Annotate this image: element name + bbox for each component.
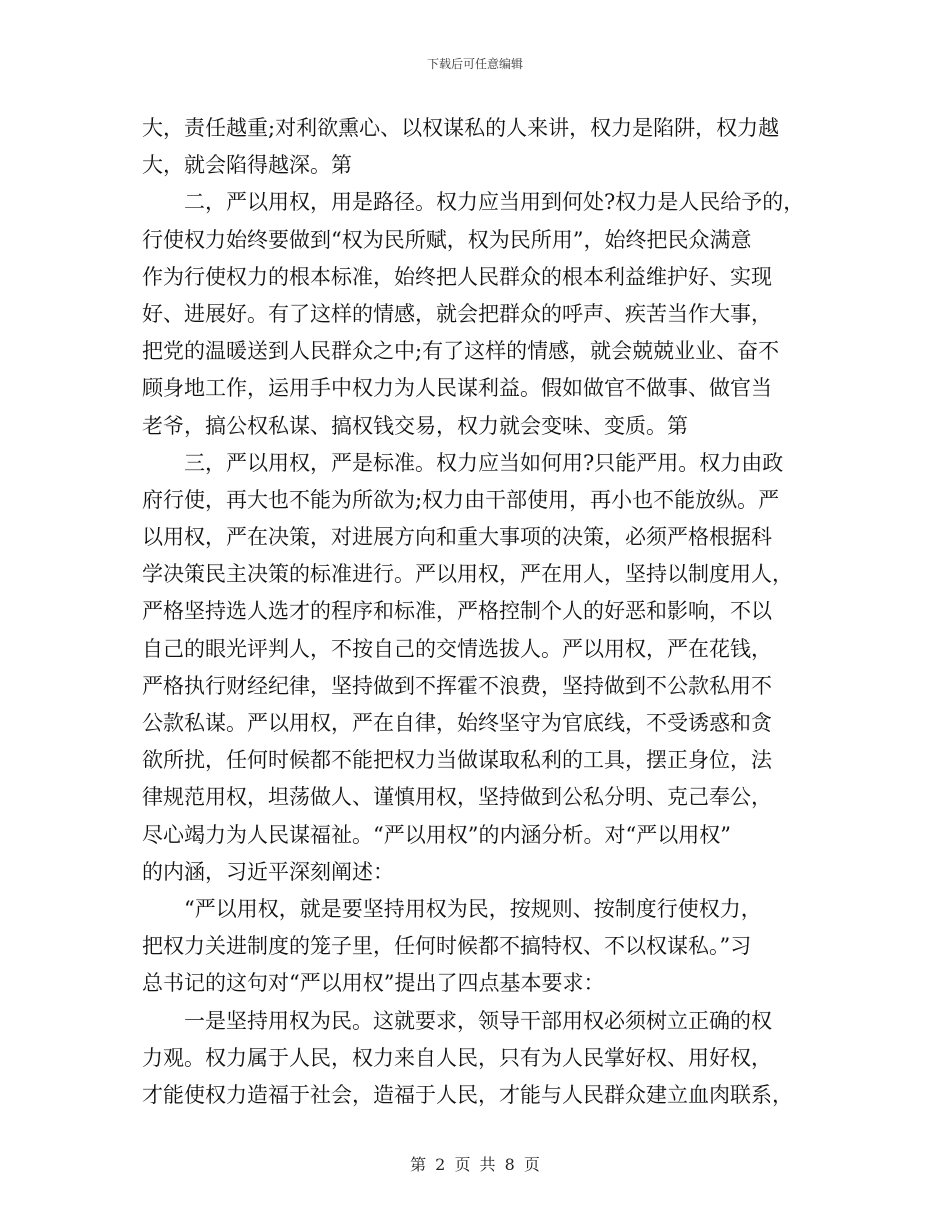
text-line: 力观。权力属于人民，权力来自人民，只有为人民掌好权、用好权，: [142, 1045, 772, 1070]
text-line: 府行使，再大也不能为所欲为;权力由干部使用，再小也不能放纵。严: [142, 487, 780, 512]
paragraph-start: 二，严以用权，用是路径。权力应当用到何处?权力是人民给予的，: [184, 190, 805, 215]
text-line: 欲所扰，任何时候都不能把权力当做谋取私利的工具，摆正身位，法: [142, 748, 772, 773]
text-line: 严格执行财经纪律，坚持做到不挥霍不浪费，坚持做到不公款私用不: [142, 673, 772, 698]
text-line: 的内涵，习近平深刻阐述：: [142, 859, 394, 884]
text-line: 把权力关进制度的笼子里，任何时候都不搞特权、不以权谋私。”习: [142, 934, 752, 959]
paragraph-start: “严以用权，就是要坚持用权为民，按规则、按制度行使权力，: [184, 896, 762, 921]
text-line: 尽心竭力为人民谋福祉。“严以用权”的内涵分析。对“严以用权”: [142, 822, 731, 847]
page-footer: 第 2 页 共 8 页: [410, 1155, 540, 1174]
paragraph-start: 三，严以用权，严是标准。权力应当如何用?只能严用。权力由政: [184, 450, 784, 475]
text-line: 好、进展好。有了这样的情感，就会把群众的呼声、疾苦当作大事，: [142, 301, 772, 326]
text-line: 总书记的这句对“严以用权”提出了四点基本要求：: [142, 971, 605, 996]
page-header: 下载后可任意编辑: [426, 57, 523, 71]
text-line: 才能使权力造福于社会，造福于人民，才能与人民群众建立血肉联系，: [142, 1082, 793, 1107]
text-line: 严格坚持选人选才的程序和标准，严格控制个人的好恶和影响，不以: [142, 599, 772, 624]
text-line: 学决策民主决策的标准进行。严以用权，严在用人，坚持以制度用人，: [142, 562, 793, 587]
document-body: [142, 110, 822, 1114]
text-line: 作为行使权力的根本标准，始终把人民群众的根本利益维护好、实现: [142, 264, 772, 289]
text-line: 大，责任越重;对利欲熏心、以权谋私的人来讲，权力是陷阱，权力越: [142, 116, 780, 140]
text-line: 把党的温暖送到人民群众之中;有了这样的情感，就会兢兢业业、奋不: [142, 339, 780, 364]
text-line: 行使权力始终要做到“权为民所赋，权为民所用”，始终把民众满意: [142, 227, 752, 252]
text-line: 顾身地工作，运用手中权力为人民谋利益。假如做官不做事、做官当: [142, 376, 772, 401]
text-line: 大，就会陷得越深。第: [142, 153, 352, 178]
text-line: 老爷，搞公权私谋、搞权钱交易，权力就会变味、变质。第: [142, 413, 688, 438]
paragraph-start: 一是坚持用权为民。这就要求，领导干部用权必须树立正确的权: [184, 1008, 772, 1033]
text-line: 以用权，严在决策，对进展方向和重大事项的决策，必须严格根据科: [142, 525, 772, 550]
text-line: 律规范用权，坦荡做人、谨慎用权，坚持做到公私分明、克己奉公，: [142, 785, 772, 810]
text-line: 自己的眼光评判人，不按自己的交情选拔人。严以用权，严在花钱，: [142, 636, 772, 661]
text-line: 公款私谋。严以用权，严在自律，始终坚守为官底线，不受诱惑和贪: [142, 711, 772, 735]
